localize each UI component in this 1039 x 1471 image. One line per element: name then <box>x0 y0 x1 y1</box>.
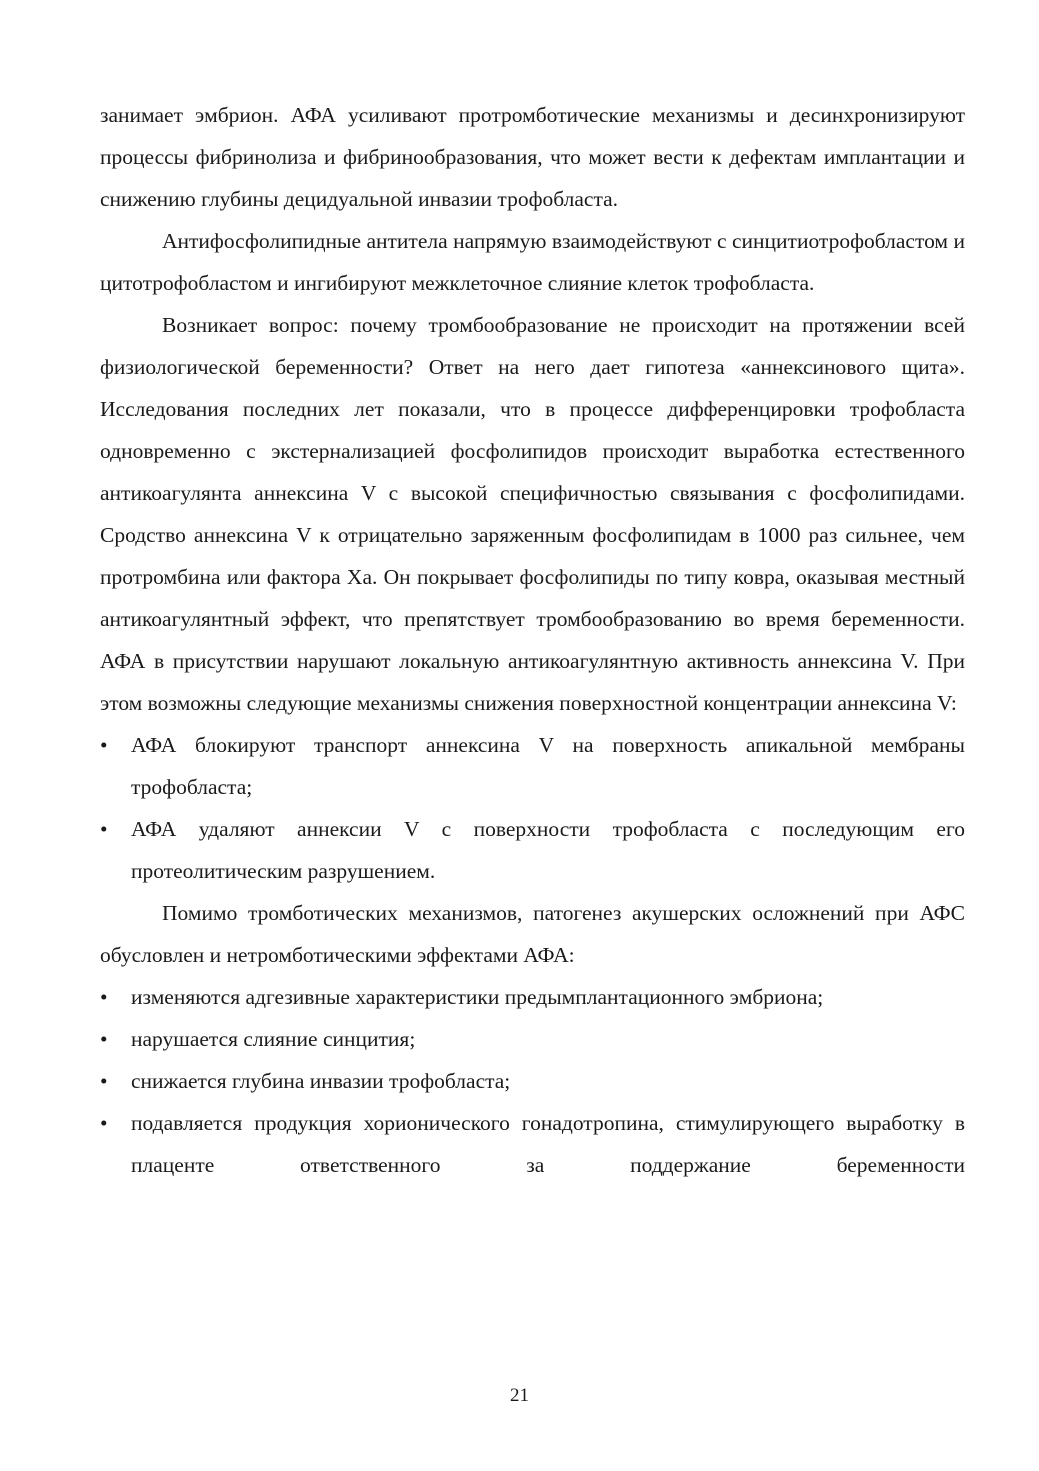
list-item <box>100 1102 965 1186</box>
list-item-text: изменяются адгезивные характеристики предымплантационного эмбриона; <box>131 985 824 1009</box>
paragraph-3: Возникает вопрос: почему тромбообразование не происходит на протяжении всей физиологической беременности? Ответ на него дает гипотеза «аннексинового щита». Исследования последних лет показали, что в процессе дифференцировки трофобласта одновременно с экстернализацией фосфолипидов происходит выработка естественного антикоагулянта аннексина V с высокой специфичностью связывания с фосфолипидами. Сродство аннексина V к отрицательно заряженным фосфолипидам в 1000 раз сильнее, чем протромбина или фактора Xa. Он покрывает фосфолипиды по типу ковра, оказывая местный антикоагулянтный эффект, что препятствует тромбообразованию во время беременности. АФА в присутствии нарушают локальную антикоагулянтную активность аннексина V. При этом возможны следующие механизмы снижения поверхностной концентрации аннексина V: <box>100 313 965 715</box>
list-item-text: нарушается слияние синцития; <box>131 1027 416 1051</box>
list-item-text: снижается глубина инвазии трофобласта; <box>131 1069 511 1093</box>
list-item-text: подавляется продукция хорионического гонадотропина, стимулирующего выработку в плаценте ответственного за поддержание беременности <box>131 1111 965 1177</box>
bullet-marker: • <box>100 1069 108 1093</box>
nonthrombotic-effects-list <box>100 976 965 1186</box>
bullet-marker: • <box>100 1027 108 1051</box>
paragraph-4: Помимо тромботических механизмов, патогенез акушерских осложнений при АФС обусловлен и нетромботическими эффектами АФА: <box>100 901 965 967</box>
paragraph-1: занимает эмбрион. АФА усиливают протромботические механизмы и десинхронизируют процессы фибринолиза и фибринообразования, что может вести к дефектам имплантации и снижению глубины децидуальной инвазии трофобласта. <box>100 103 965 211</box>
list-item <box>100 1060 965 1102</box>
list-item <box>100 724 965 808</box>
bullet-marker: • <box>100 733 108 757</box>
bullet-marker: • <box>100 817 108 841</box>
list-item <box>100 808 965 892</box>
body-text <box>100 94 965 1186</box>
list-item <box>100 976 965 1018</box>
annexin-mechanisms-list <box>100 724 965 892</box>
list-item-text: АФА удаляют аннексии V с поверхности трофобласта с последующим его протеолитическим разрушением. <box>131 817 965 883</box>
list-item <box>100 1018 965 1060</box>
page-number: 21 <box>510 1385 529 1406</box>
paragraph-2: Антифосфолипидные антитела напрямую взаимодействуют с синцитиотрофобластом и цитотрофобластом и ингибируют межклеточное слияние клеток трофобласта. <box>100 229 965 295</box>
bullet-marker: • <box>100 1111 108 1135</box>
list-item-text: АФА блокируют транспорт аннексина V на поверхность апикальной мембраны трофобласта; <box>131 733 965 799</box>
bullet-marker: • <box>100 985 108 1009</box>
